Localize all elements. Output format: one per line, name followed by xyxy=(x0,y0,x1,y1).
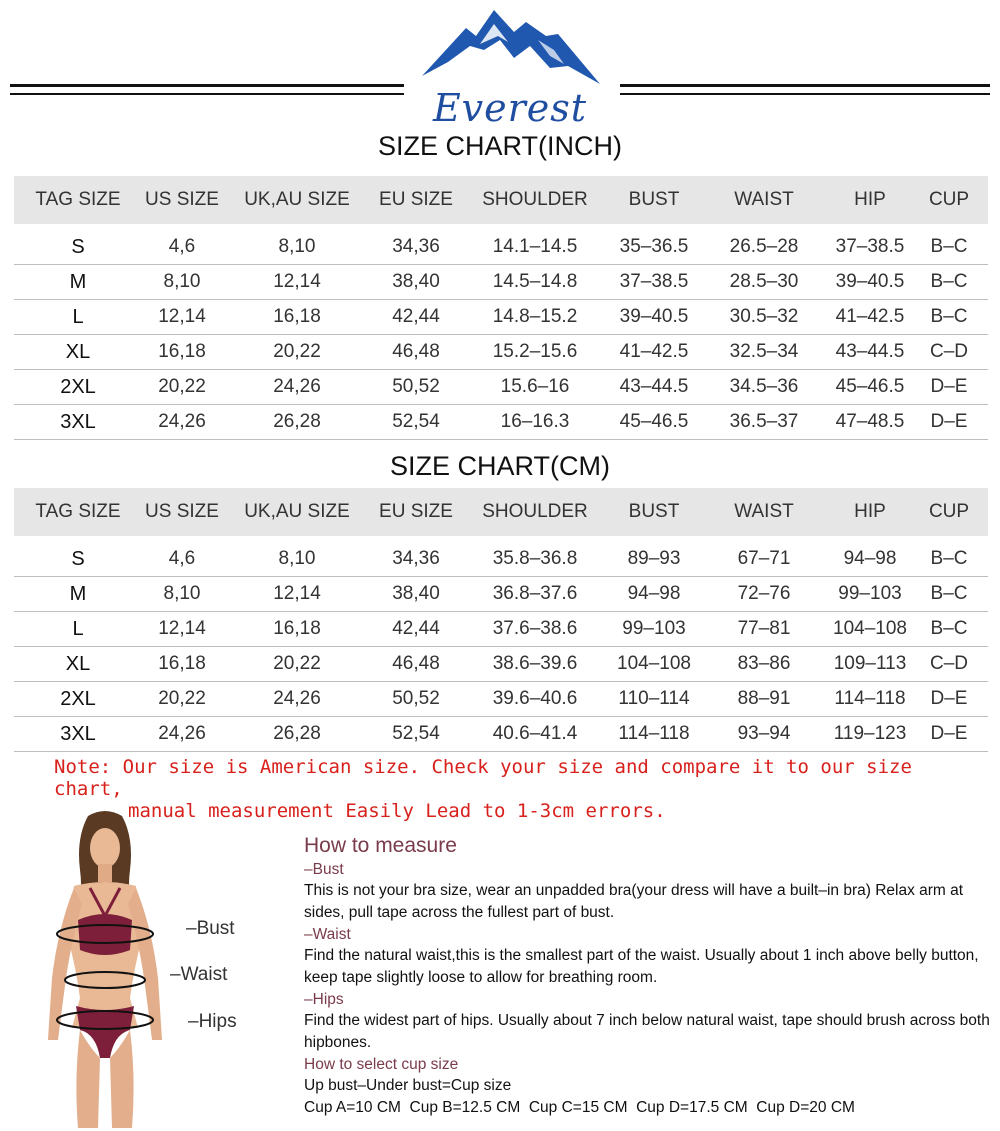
cm-value-cell: 77–81 xyxy=(698,612,830,647)
inch-chart-title: SIZE CHART(INCH) xyxy=(377,131,622,161)
inch-value-cell: 34,36 xyxy=(372,230,460,265)
inch-value-cell: 16,18 xyxy=(222,300,372,335)
cm-value-cell: 99–103 xyxy=(830,577,910,612)
cm-value-cell: 89–93 xyxy=(610,542,698,577)
inch-tag-size-cell: M xyxy=(14,265,142,300)
inch-value-cell: 16,18 xyxy=(142,335,222,370)
cup-size-formula: Up bust–Under bust=Cup size xyxy=(304,1077,512,1094)
header-rule-left-bottom xyxy=(10,93,404,95)
cm-value-cell: 104–108 xyxy=(830,612,910,647)
inch-value-cell: 30.5–32 xyxy=(698,300,830,335)
cm-value-cell: 88–91 xyxy=(698,682,830,717)
inch-value-cell: 50,52 xyxy=(372,370,460,405)
cm-header-cell: WAIST xyxy=(698,488,830,536)
note-line-1: Note: Our size is American size. Check your size and compare it to our size chart, xyxy=(54,756,912,800)
inch-value-cell: 47–48.5 xyxy=(830,405,910,440)
cm-table-row xyxy=(14,682,988,717)
header-rule-left-top xyxy=(10,84,404,87)
inch-table-row xyxy=(14,265,988,300)
how-to-measure-section xyxy=(304,834,994,1119)
hips-instructions: Find the widest part of hips. Usually about 7 inch below natural waist, tape should brush across both hipbones. xyxy=(304,1012,990,1051)
cup-size-subheading: How to select cup size xyxy=(304,1056,459,1073)
cm-tag-size-cell: M xyxy=(14,577,142,612)
inch-value-cell: 26,28 xyxy=(222,405,372,440)
inch-value-cell: D–E xyxy=(910,370,988,405)
inch-value-cell: 37–38.5 xyxy=(830,230,910,265)
cm-tag-size-cell: 3XL xyxy=(14,717,142,752)
cm-header-cell: US SIZE xyxy=(142,488,222,536)
inch-table-row xyxy=(14,405,988,440)
cm-value-cell: 50,52 xyxy=(372,682,460,717)
cm-tag-size-cell: S xyxy=(14,542,142,577)
cm-value-cell: 46,48 xyxy=(372,647,460,682)
figure-label-waist: –Waist xyxy=(170,964,228,985)
cm-value-cell: 12,14 xyxy=(142,612,222,647)
inch-value-cell: 45–46.5 xyxy=(610,405,698,440)
cm-value-cell: 4,6 xyxy=(142,542,222,577)
cm-tag-size-cell: XL xyxy=(14,647,142,682)
cm-value-cell: 40.6–41.4 xyxy=(460,717,610,752)
inch-table-body xyxy=(14,224,988,440)
inch-value-cell: 8,10 xyxy=(222,230,372,265)
cm-value-cell: 114–118 xyxy=(830,682,910,717)
inch-value-cell: 36.5–37 xyxy=(698,405,830,440)
inch-header-cell: TAG SIZE xyxy=(14,176,142,224)
cm-value-cell: 109–113 xyxy=(830,647,910,682)
inch-size-table xyxy=(14,176,988,440)
inch-table-row xyxy=(14,230,988,265)
cm-value-cell: 36.8–37.6 xyxy=(460,577,610,612)
cm-value-cell: B–C xyxy=(910,542,988,577)
inch-header-cell: HIP xyxy=(830,176,910,224)
bust-instructions: This is not your bra size, wear an unpadded bra(your dress will have a built–in bra) Relax arm at sides, pull tape across the fullest part of bust. xyxy=(304,882,964,921)
inch-value-cell: 35–36.5 xyxy=(610,230,698,265)
cm-value-cell: 38,40 xyxy=(372,577,460,612)
inch-table-row xyxy=(14,335,988,370)
cm-value-cell: 83–86 xyxy=(698,647,830,682)
cm-header-cell: EU SIZE xyxy=(372,488,460,536)
cm-value-cell: 20,22 xyxy=(142,682,222,717)
waist-instructions: Find the natural waist,this is the smallest part of the waist. Usually about 1 inch above belly button, keep tape slightly loose to allow for breathing room. xyxy=(304,947,979,986)
cm-value-cell: 72–76 xyxy=(698,577,830,612)
cm-value-cell: 35.8–36.8 xyxy=(460,542,610,577)
cm-value-cell: 94–98 xyxy=(610,577,698,612)
header-rule-right-top xyxy=(620,84,990,87)
cm-value-cell: C–D xyxy=(910,647,988,682)
inch-value-cell: 12,14 xyxy=(222,265,372,300)
cm-value-cell: 24,26 xyxy=(142,717,222,752)
inch-value-cell: 37–38.5 xyxy=(610,265,698,300)
inch-value-cell: 15.6–16 xyxy=(460,370,610,405)
cm-value-cell: 39.6–40.6 xyxy=(460,682,610,717)
cm-value-cell: 8,10 xyxy=(222,542,372,577)
cup-size-values: Cup A=10 CM Cup B=12.5 CM Cup C=15 CM Cup D=17.5 CM Cup D=20 CM xyxy=(304,1099,855,1116)
cm-size-table xyxy=(14,488,988,752)
inch-header-cell: UK,AU SIZE xyxy=(222,176,372,224)
inch-tag-size-cell: L xyxy=(14,300,142,335)
cm-table-body xyxy=(14,536,988,752)
inch-tag-size-cell: 2XL xyxy=(14,370,142,405)
cm-chart-title: SIZE CHART(CM) xyxy=(390,451,610,481)
inch-value-cell: 14.5–14.8 xyxy=(460,265,610,300)
cm-value-cell: 67–71 xyxy=(698,542,830,577)
cm-value-cell: 114–118 xyxy=(610,717,698,752)
inch-value-cell: 24,26 xyxy=(222,370,372,405)
inch-value-cell: 28.5–30 xyxy=(698,265,830,300)
inch-value-cell: 43–44.5 xyxy=(610,370,698,405)
cm-tag-size-cell: L xyxy=(14,612,142,647)
brand-logo-text: Everest xyxy=(432,86,588,130)
cm-table-row xyxy=(14,542,988,577)
figure-label-hips: –Hips xyxy=(188,1011,237,1032)
cm-value-cell: 16,18 xyxy=(142,647,222,682)
inch-value-cell: 24,26 xyxy=(142,405,222,440)
cm-value-cell: 8,10 xyxy=(142,577,222,612)
cm-value-cell: 119–123 xyxy=(830,717,910,752)
inch-value-cell: B–C xyxy=(910,230,988,265)
inch-value-cell: 39–40.5 xyxy=(830,265,910,300)
note-line-2: manual measurement Easily Lead to 1-3cm errors. xyxy=(128,800,666,822)
cm-value-cell: D–E xyxy=(910,682,988,717)
inch-value-cell: 41–42.5 xyxy=(830,300,910,335)
cm-table-row xyxy=(14,717,988,752)
inch-value-cell: 14.8–15.2 xyxy=(460,300,610,335)
cm-value-cell: B–C xyxy=(910,577,988,612)
cm-value-cell: 42,44 xyxy=(372,612,460,647)
how-to-measure-heading: How to measure xyxy=(304,834,457,857)
inch-value-cell: 45–46.5 xyxy=(830,370,910,405)
inch-value-cell: 20,22 xyxy=(142,370,222,405)
inch-value-cell: D–E xyxy=(910,405,988,440)
inch-value-cell: 20,22 xyxy=(222,335,372,370)
inch-value-cell: 16–16.3 xyxy=(460,405,610,440)
cm-value-cell: 20,22 xyxy=(222,647,372,682)
inch-header-cell: EU SIZE xyxy=(372,176,460,224)
inch-value-cell: 12,14 xyxy=(142,300,222,335)
cm-value-cell: 93–94 xyxy=(698,717,830,752)
hips-subheading: –Hips xyxy=(304,991,344,1008)
cm-value-cell: 37.6–38.6 xyxy=(460,612,610,647)
inch-value-cell: 38,40 xyxy=(372,265,460,300)
cm-header-cell: TAG SIZE xyxy=(14,488,142,536)
cm-table-row xyxy=(14,647,988,682)
inch-header-row xyxy=(14,176,988,224)
inch-header-cell: CUP xyxy=(910,176,988,224)
cm-value-cell: 110–114 xyxy=(610,682,698,717)
cm-table-row xyxy=(14,612,988,647)
inch-value-cell: 42,44 xyxy=(372,300,460,335)
cm-value-cell: 104–108 xyxy=(610,647,698,682)
inch-value-cell: C–D xyxy=(910,335,988,370)
cm-header-cell: HIP xyxy=(830,488,910,536)
inch-header-cell: WAIST xyxy=(698,176,830,224)
figure-label-bust: –Bust xyxy=(186,918,235,939)
inch-value-cell: 41–42.5 xyxy=(610,335,698,370)
bust-subheading: –Bust xyxy=(304,861,344,878)
cm-tag-size-cell: 2XL xyxy=(14,682,142,717)
inch-value-cell: 4,6 xyxy=(142,230,222,265)
cm-value-cell: 12,14 xyxy=(222,577,372,612)
inch-value-cell: 46,48 xyxy=(372,335,460,370)
inch-value-cell: 43–44.5 xyxy=(830,335,910,370)
waist-subheading: –Waist xyxy=(304,926,351,943)
cm-header-row xyxy=(14,488,988,536)
inch-tag-size-cell: S xyxy=(14,230,142,265)
cm-table-row xyxy=(14,577,988,612)
inch-value-cell: B–C xyxy=(910,265,988,300)
cm-header-cell: SHOULDER xyxy=(460,488,610,536)
header-rule-right-bottom xyxy=(620,93,990,95)
model-figure-illustration xyxy=(30,808,180,1128)
inch-value-cell: 8,10 xyxy=(142,265,222,300)
cm-value-cell: D–E xyxy=(910,717,988,752)
cm-value-cell: 26,28 xyxy=(222,717,372,752)
inch-value-cell: 34.5–36 xyxy=(698,370,830,405)
inch-value-cell: B–C xyxy=(910,300,988,335)
inch-header-cell: BUST xyxy=(610,176,698,224)
inch-value-cell: 32.5–34 xyxy=(698,335,830,370)
cm-value-cell: B–C xyxy=(910,612,988,647)
inch-value-cell: 52,54 xyxy=(372,405,460,440)
cm-value-cell: 16,18 xyxy=(222,612,372,647)
cm-header-cell: CUP xyxy=(910,488,988,536)
inch-value-cell: 26.5–28 xyxy=(698,230,830,265)
inch-tag-size-cell: 3XL xyxy=(14,405,142,440)
inch-value-cell: 39–40.5 xyxy=(610,300,698,335)
cm-value-cell: 52,54 xyxy=(372,717,460,752)
mountain-logo-icon xyxy=(418,6,604,90)
size-note xyxy=(54,756,984,822)
cm-value-cell: 34,36 xyxy=(372,542,460,577)
cm-header-cell: BUST xyxy=(610,488,698,536)
inch-header-cell: SHOULDER xyxy=(460,176,610,224)
cm-header-cell: UK,AU SIZE xyxy=(222,488,372,536)
inch-value-cell: 15.2–15.6 xyxy=(460,335,610,370)
inch-tag-size-cell: XL xyxy=(14,335,142,370)
cm-value-cell: 94–98 xyxy=(830,542,910,577)
inch-value-cell: 14.1–14.5 xyxy=(460,230,610,265)
inch-header-cell: US SIZE xyxy=(142,176,222,224)
inch-table-row xyxy=(14,300,988,335)
cm-value-cell: 38.6–39.6 xyxy=(460,647,610,682)
inch-table-row xyxy=(14,370,988,405)
cm-value-cell: 24,26 xyxy=(222,682,372,717)
cm-value-cell: 99–103 xyxy=(610,612,698,647)
